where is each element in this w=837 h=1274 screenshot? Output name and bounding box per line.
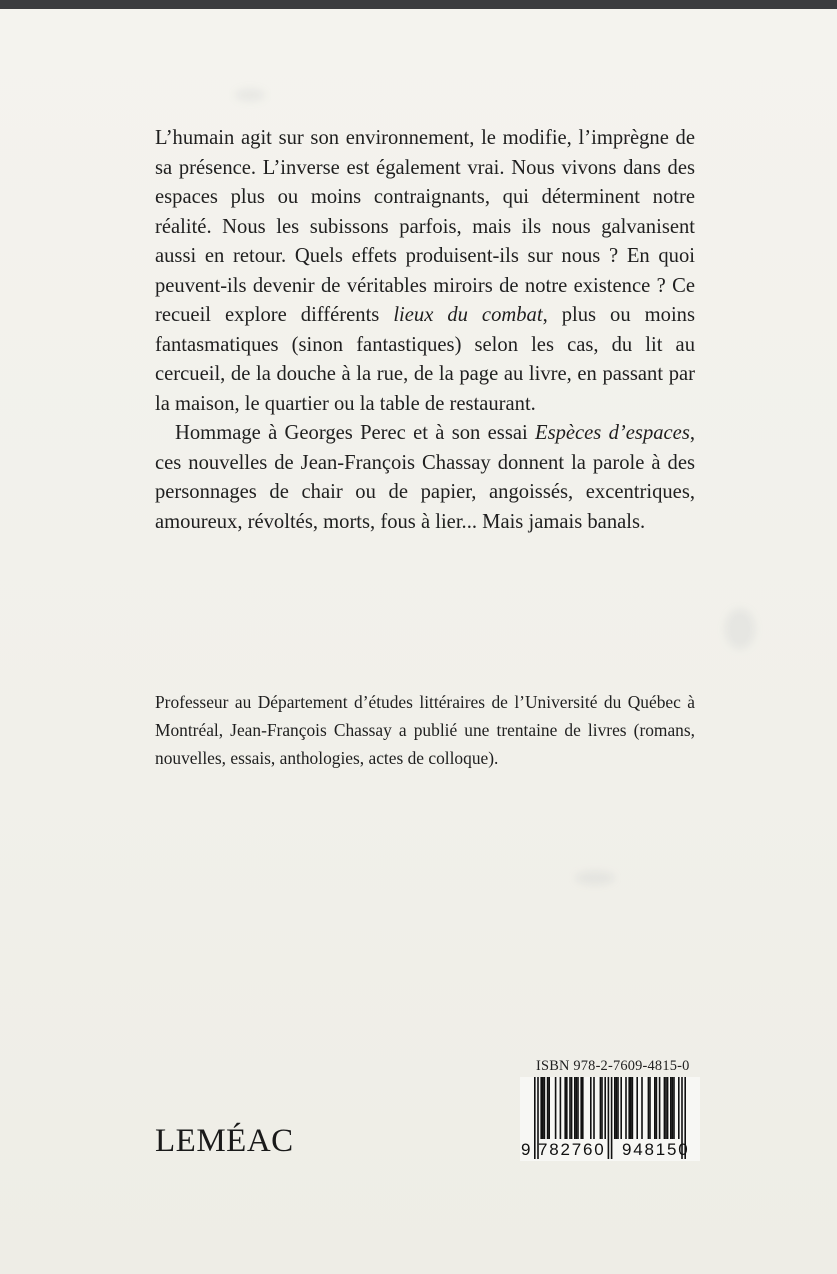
barcode-bar <box>649 1077 651 1139</box>
barcode-bar <box>566 1077 568 1139</box>
barcode-bar <box>547 1077 549 1139</box>
barcode-bar <box>665 1077 667 1139</box>
barcode-right-group: 948150 <box>622 1140 690 1159</box>
barcode-bar <box>641 1077 643 1139</box>
blurb-text: , plus ou moins fantasmatiques (sinon fantastiques) selon les cas, du lit au cercueil, de la douche à la rue, de la page au livre, en passant par la maison, le quartier ou la table de restaurant. <box>155 304 695 415</box>
barcode-bar <box>636 1077 638 1139</box>
blurb-paragraph-1 <box>155 124 695 419</box>
barcode-bar <box>564 1077 566 1139</box>
barcode-bar <box>630 1077 632 1139</box>
blurb-text: L’humain agit sur son environnement, le modifie, l’imprègne de sa présence. L’inverse est également vrai. Nous vivons dans des espaces plus ou moins contraignants, qui déterminent notre réalité. Nous les subissons parfois, mais ils nous galvanisent aussi en retour. Quels effets produisent-ils sur nous ? En quoi peuvent-ils devenir de véritables miroirs de notre existence ? Ce recueil explore différents <box>155 127 695 326</box>
barcode-bar <box>577 1077 579 1139</box>
barcode-digits <box>521 1139 701 1163</box>
barcode-bar <box>673 1077 675 1139</box>
barcode-bar <box>574 1077 576 1139</box>
barcode-bar <box>555 1077 557 1139</box>
barcode-bar <box>576 1077 578 1139</box>
blurb-italic-title: lieux du combat <box>393 304 543 326</box>
barcode-bar <box>548 1077 550 1139</box>
blurb-text: , ces nouvelles de Jean-François Chassay donnent la parole à des personnages de chair ou de papier, angoissés, excentriques, amoureux, révoltés, morts, fous à lier... Mais jamais banals. <box>155 422 695 533</box>
paper-smudge <box>725 609 755 649</box>
scan-top-edge <box>0 0 837 9</box>
barcode-bar <box>620 1077 622 1139</box>
barcode-bar <box>580 1077 582 1139</box>
barcode-bar <box>616 1077 618 1139</box>
barcode-bar <box>678 1077 680 1139</box>
barcode-bar <box>664 1077 666 1139</box>
barcode-bar <box>625 1077 627 1139</box>
barcode-bar <box>672 1077 674 1139</box>
barcode-bar <box>648 1077 650 1139</box>
barcode-bar <box>659 1077 661 1139</box>
barcode-bar <box>542 1077 544 1139</box>
barcode-bar <box>600 1077 602 1139</box>
paper-smudge <box>575 871 615 885</box>
barcode-bar <box>601 1077 603 1139</box>
blurb-italic-title: Espèces d’espaces <box>535 422 690 444</box>
barcode-bar <box>593 1077 595 1139</box>
barcode-bar <box>604 1077 606 1139</box>
barcode-bar <box>656 1077 658 1139</box>
barcode-bar <box>632 1077 634 1139</box>
barcode-bar <box>560 1077 562 1139</box>
barcode-bar <box>582 1077 584 1139</box>
publisher-logo: LEMÉAC <box>155 1123 294 1159</box>
blurb-paragraph-2 <box>155 419 695 537</box>
author-bio: Professeur au Département d’études littéraires de l’Université du Québec à Montréal, Jean-François Chassay a publié une trentaine de livres (romans, nouvelles, essais, anthologies, actes de colloque). <box>155 692 695 768</box>
barcode-bar <box>617 1077 619 1139</box>
barcode-bar <box>569 1077 571 1139</box>
barcode-bar <box>590 1077 592 1139</box>
isbn-label: ISBN 978-2-7609-4815-0 <box>536 1058 690 1074</box>
barcode-bar <box>628 1077 630 1139</box>
barcode-bar <box>571 1077 573 1139</box>
barcode-first-digit: 9 <box>521 1140 531 1159</box>
paper-smudge <box>235 89 265 101</box>
barcode-left-group: 782760 <box>538 1140 606 1159</box>
back-cover-blurb <box>155 124 695 537</box>
barcode-bar <box>670 1077 672 1139</box>
barcode-bar <box>654 1077 656 1139</box>
barcode-bar <box>667 1077 669 1139</box>
barcode-bar <box>544 1077 546 1139</box>
barcode-bar <box>614 1077 616 1139</box>
barcode-bar <box>540 1077 542 1139</box>
blurb-text: Hommage à Georges Perec et à son essai <box>175 422 535 444</box>
